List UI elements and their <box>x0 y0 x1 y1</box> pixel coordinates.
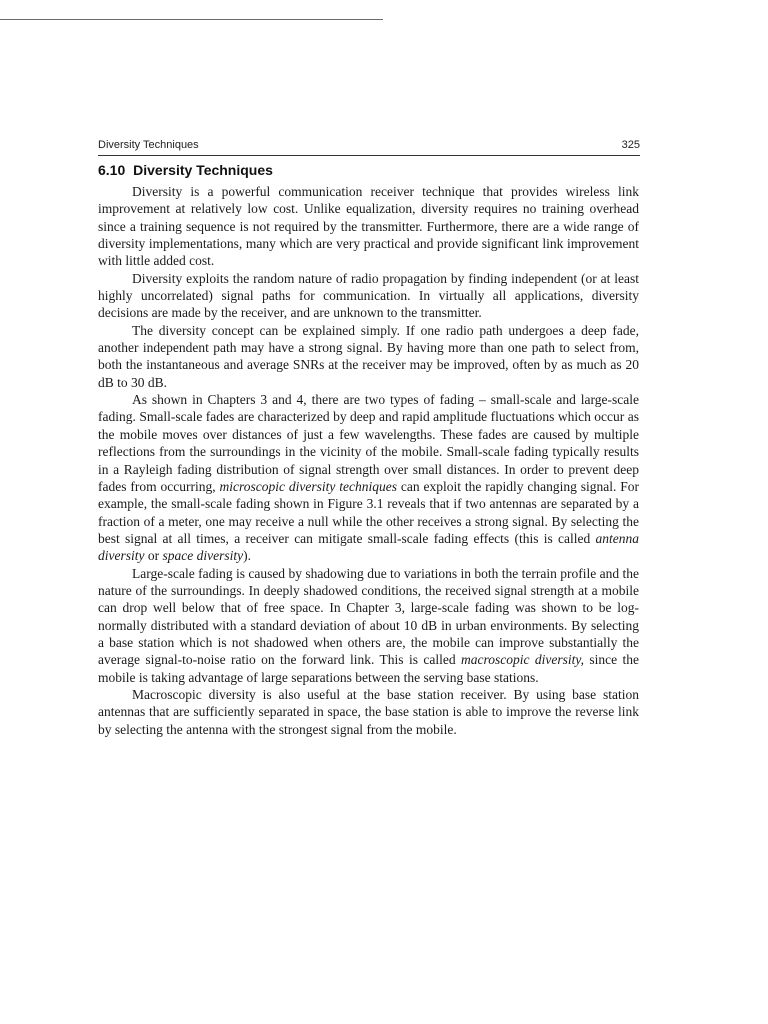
page-number: 325 <box>621 139 640 151</box>
paragraph-2: Diversity exploits the random nature of radio propagation by finding independent (or at least highly uncorrelated) signal paths for communication. In virtually all applications, diversity decisions are made by the receiver, and are unknown to the transmitter. <box>98 270 639 321</box>
section-title: Diversity Techniques <box>133 162 273 178</box>
section-number: 6.10 <box>98 162 126 178</box>
term-microscopic-diversity: microscopic diversity techniques <box>219 478 397 494</box>
paragraph-4-or: or <box>144 548 163 564</box>
running-header <box>98 138 640 156</box>
term-space-diversity: space diversity <box>162 548 244 564</box>
paragraph-3: The diversity concept can be explained simply. If one radio path undergoes a deep fade, another independent path may have a strong signal. By having more than one path to select from, both the instantaneous and average SNRs at the receiver may be improved, often by as much as 20 dB to 30 dB. <box>98 322 639 390</box>
paragraph-6: Macroscopic diversity is also useful at the base station receiver. By using base station antennas that are sufficiently separated in space, the base station is able to improve the reverse link by selecting the antenna with the strongest signal from the mobile. <box>98 686 639 737</box>
body-text <box>98 183 639 738</box>
section-heading <box>98 162 273 178</box>
paragraph-1: Diversity is a powerful communication receiver technique that provides wireless link improvement at relatively low cost. Unlike equalization, diversity requires no training overhead since a training sequence is not required by the transmitter. Furthermore, there are a wide range of diversity implementations, many which are very practical and provide significant link improvement with little added cost. <box>98 184 639 269</box>
paragraph-4-end: ). <box>243 548 251 564</box>
term-antenna-diversity: antenna diversity <box>98 530 639 564</box>
running-title: Diversity Techniques <box>98 139 199 151</box>
paragraph-5-end: since the mobile is taking advantage of large separations between the serving base stations. <box>98 652 639 685</box>
paragraph-4 <box>98 391 639 564</box>
paragraph-4-text-cont: can exploit the rapidly changing signal. For example, the small-scale fading shown in Figure 3.1 reveals that if two antennas are separated by a fraction of a meter, one may receive a null while the other receives a strong signal. By selecting the best signal at all times, a receiver can mitigate small-scale fading effects (this is called <box>98 478 640 546</box>
paragraph-4-text: As shown in Chapters 3 and 4, there are two types of fading – small-scale and large-scale fading. Small-scale fades are characterized by deep and rapid amplitude fluctuations which occur as the mobile moves over distances of just a few wavelengths. These fades are caused by multiple reflections from the surroundings in the vicinity of the mobile. Small-scale fading typically results in a Rayleigh fading distribution of signal strength over small distances. In order to prevent deep fades from occurring, <box>98 392 639 494</box>
term-macroscopic-diversity: macroscopic diversity, <box>460 652 584 668</box>
paragraph-5 <box>98 565 639 686</box>
paragraph-5-text: Large-scale fading is caused by shadowing due to variations in both the terrain profile and the nature of the surroundings. In deeply shadowed conditions, the received signal strength at a mobile can drop well below that of free space. In Chapter 3, large-scale fading was shown to be log-normally distributed with a standard deviation of about 10 dB in urban environments. By selecting a base station which is not shadowed when others are, the mobile can improve substantially the average signal-to-noise ratio on the forward link. This is called <box>98 565 639 668</box>
scan-edge-line <box>0 19 383 20</box>
